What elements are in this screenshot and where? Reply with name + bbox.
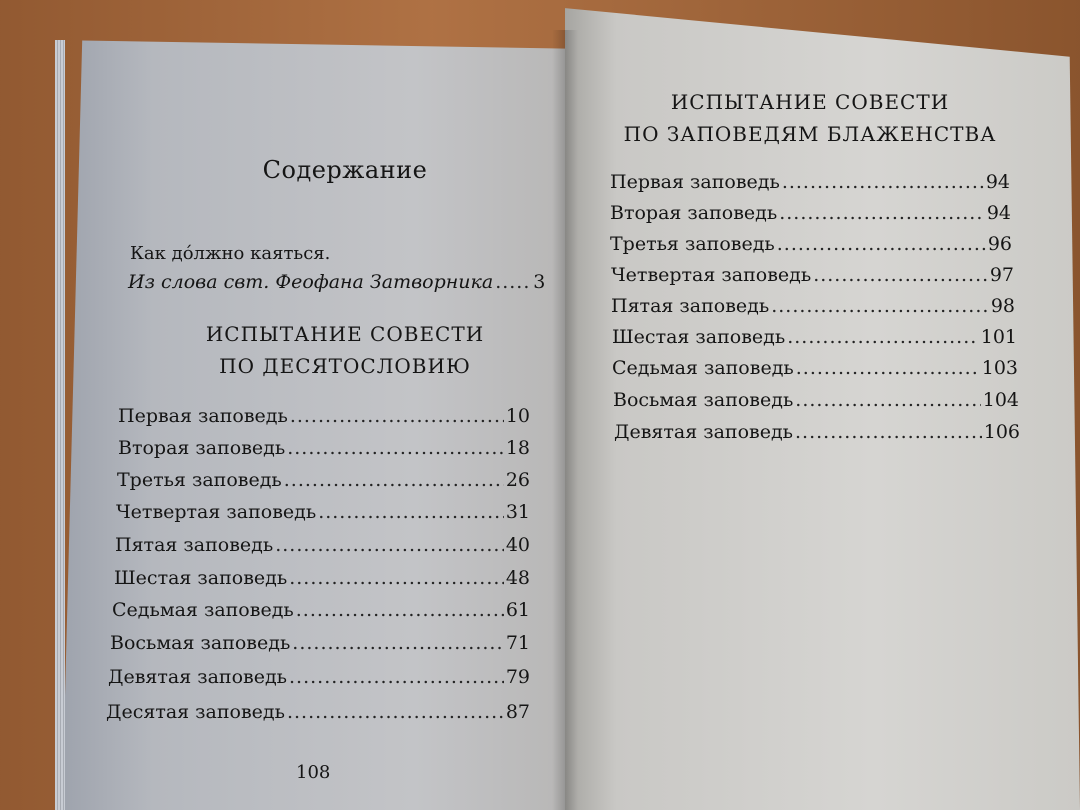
toc-entry [110, 631, 530, 655]
toc-entry [106, 700, 530, 724]
page-ref: 106 [983, 421, 1020, 443]
entry-label: Третья заповедь [117, 469, 282, 491]
entry-label: Первая заповедь [118, 405, 288, 427]
entry-label: Восьмая заповедь [613, 389, 794, 411]
toc-entry [117, 468, 530, 492]
page-ref: 31 [505, 501, 530, 523]
page-ref: 48 [505, 567, 530, 589]
section-heading-line: ПО ЗАПОВЕДЯМ БЛАЖЕНСТВА [623, 122, 997, 146]
entry-label: Пятая заповедь [611, 295, 770, 317]
leader-dots [289, 566, 504, 590]
entry-label: Десятая заповедь [106, 701, 285, 723]
toc-entry [611, 263, 1014, 287]
contents-title: Содержание [262, 156, 428, 184]
page-ref: 61 [505, 599, 530, 621]
page-ref: 103 [981, 357, 1018, 379]
page-ref: 3 [533, 271, 546, 293]
toc-entry [114, 566, 530, 590]
leader-dots [796, 356, 980, 380]
page-number: 108 [296, 762, 331, 783]
page-ref: 98 [990, 295, 1015, 317]
leader-dots [771, 294, 989, 318]
entry-label: Первая заповедь [610, 171, 780, 193]
page-ref: 26 [505, 469, 530, 491]
leader-dots [779, 201, 985, 225]
leader-dots [777, 232, 986, 256]
entry-label: Четвертая заповедь [116, 501, 317, 523]
toc-entry [610, 232, 1012, 256]
entry-label: Седьмая заповедь [612, 357, 794, 379]
leader-dots [318, 500, 504, 524]
toc-entry [610, 201, 1011, 225]
toc-entry [613, 388, 1019, 412]
intro-entry-subtitle: Из слова свт. Феофана Затворника [128, 271, 494, 293]
entry-label: Девятая заповедь [108, 666, 288, 688]
leader-dots [292, 631, 504, 655]
leader-dots [813, 263, 988, 287]
page-ref: 104 [982, 389, 1019, 411]
entry-label: Восьмая заповедь [110, 632, 291, 654]
leader-dots [787, 325, 979, 349]
intro-entry [128, 270, 546, 294]
leader-dots [782, 170, 984, 194]
section-heading-line: ПО ДЕСЯТОСЛОВИЮ [219, 354, 471, 378]
page-ref: 40 [505, 534, 530, 556]
page-ref: 79 [505, 666, 530, 688]
leader-dots [495, 270, 531, 294]
toc-entry [115, 533, 530, 557]
entry-label: Третья заповедь [610, 233, 775, 255]
entry-label: Вторая заповедь [118, 437, 286, 459]
toc-entry [112, 598, 530, 622]
page-ref: 87 [505, 701, 530, 723]
section-heading-line: ИСПЫТАНИЕ СОВЕСТИ [205, 322, 485, 346]
page-edge-stack [55, 40, 65, 810]
leader-dots [275, 533, 504, 557]
toc-entry [612, 356, 1018, 380]
toc-entry [611, 294, 1015, 318]
toc-entry [116, 500, 530, 524]
section-heading-decalogue [150, 318, 540, 382]
intro-entry-title: Как до́лжно каяться. [130, 243, 331, 264]
entry-label: Пятая заповедь [115, 534, 274, 556]
entry-label: Седьмая заповедь [112, 599, 294, 621]
page-ref: 10 [505, 405, 530, 427]
page-ref: 101 [980, 326, 1017, 348]
leader-dots [296, 598, 504, 622]
page-ref: 94 [985, 171, 1010, 193]
section-heading-beatitudes [600, 86, 1020, 150]
page-ref: 71 [505, 632, 530, 654]
leader-dots [795, 388, 980, 412]
leader-dots [290, 404, 504, 428]
page-ref: 97 [989, 264, 1014, 286]
toc-entry [610, 170, 1010, 194]
page-ref: 18 [505, 437, 530, 459]
entry-label: Четвертая заповедь [611, 264, 812, 286]
leader-dots [289, 665, 504, 689]
toc-entry [118, 404, 530, 428]
section-heading-line: ИСПЫТАНИЕ СОВЕСТИ [670, 90, 950, 114]
entry-label: Шестая заповедь [114, 567, 288, 589]
entry-label: Девятая заповедь [614, 421, 794, 443]
page-ref: 96 [987, 233, 1012, 255]
toc-entry [612, 325, 1017, 349]
leader-dots [287, 436, 504, 460]
toc-entry [108, 665, 530, 689]
leader-dots [795, 420, 982, 444]
leader-dots [287, 700, 504, 724]
book-gutter [552, 30, 578, 810]
entry-label: Шестая заповедь [612, 326, 786, 348]
toc-entry [614, 420, 1020, 444]
entry-label: Вторая заповедь [610, 202, 778, 224]
toc-entry [118, 436, 530, 460]
leader-dots [284, 468, 504, 492]
page-ref: 94 [986, 202, 1011, 224]
